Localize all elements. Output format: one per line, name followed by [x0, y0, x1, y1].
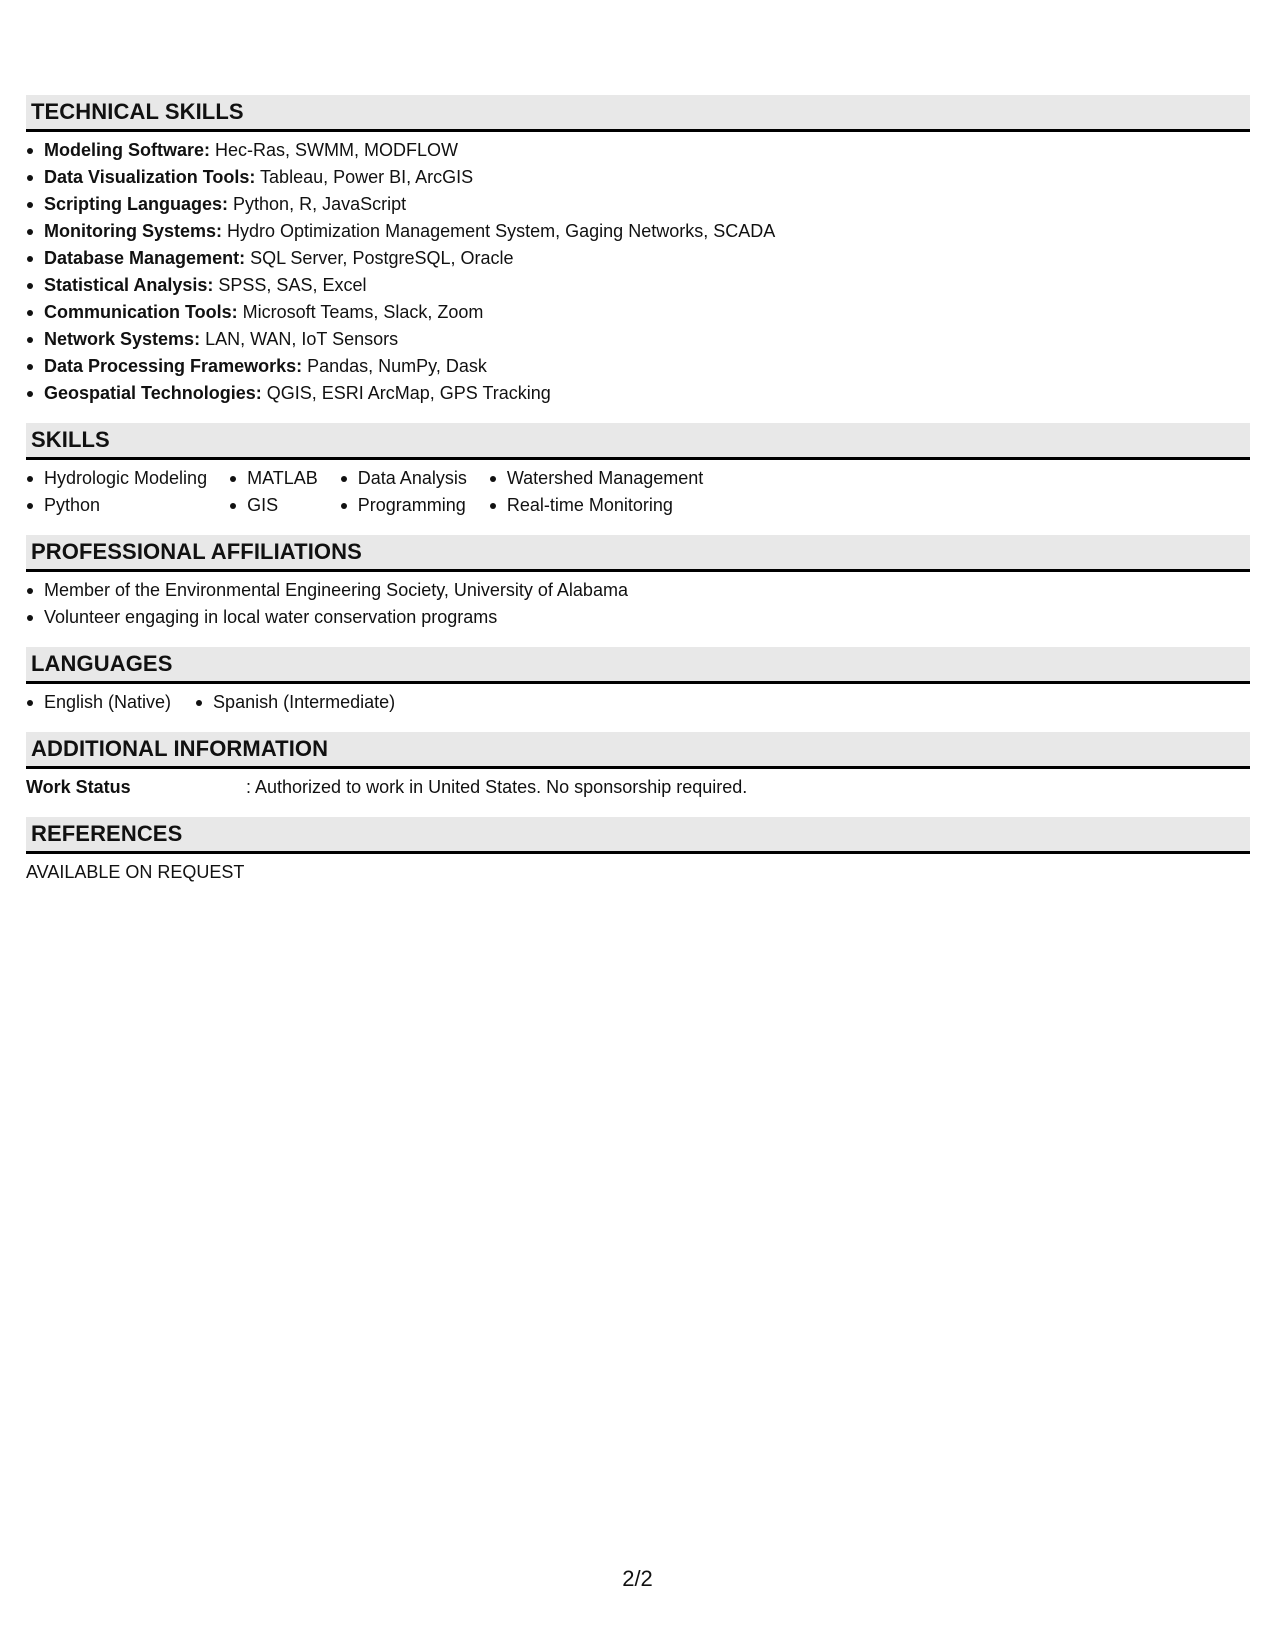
skill-values: Pandas, NumPy, Dask	[302, 356, 487, 376]
section-header	[26, 423, 1250, 460]
affiliations-list	[26, 577, 1250, 631]
section-header	[26, 95, 1250, 132]
skill-category: Geospatial Technologies:	[44, 383, 262, 403]
skill-item: Programming	[340, 492, 467, 519]
list-item: Member of the Environmental Engineering Society, University of Alabama	[26, 577, 1250, 604]
skill-category: Communication Tools:	[44, 302, 238, 322]
affiliations-section	[26, 535, 1250, 631]
skills-column	[26, 465, 207, 519]
skill-values: Python, R, JavaScript	[228, 194, 407, 214]
list-item	[26, 326, 1250, 353]
list-item	[26, 191, 1250, 218]
skill-item: GIS	[229, 492, 318, 519]
list-item	[26, 272, 1250, 299]
skill-values: SQL Server, PostgreSQL, Oracle	[245, 248, 514, 268]
list-item: Volunteer engaging in local water conservation programs	[26, 604, 1250, 631]
section-title: TECHNICAL SKILLS	[31, 99, 244, 124]
list-item	[26, 380, 1250, 407]
skills-section	[26, 423, 1250, 519]
technical-skills-section	[26, 95, 1250, 407]
languages-list	[26, 689, 1250, 716]
skill-values: LAN, WAN, IoT Sensors	[200, 329, 399, 349]
section-header	[26, 647, 1250, 684]
skill-values: Microsoft Teams, Slack, Zoom	[237, 302, 484, 322]
skill-values: SPSS, SAS, Excel	[213, 275, 367, 295]
skill-values: Hydro Optimization Management System, Gaging Networks, SCADA	[222, 221, 776, 241]
skill-category: Network Systems:	[44, 329, 201, 349]
languages-section	[26, 647, 1250, 716]
skill-item: Watershed Management	[489, 465, 703, 492]
references-text: AVAILABLE ON REQUEST	[26, 862, 245, 882]
language-item: English (Native)	[26, 689, 171, 716]
work-status-value: : Authorized to work in United States. No sponsorship required.	[246, 777, 748, 797]
work-status-row	[26, 774, 1250, 801]
additional-info-section	[26, 732, 1250, 801]
skill-category: Database Management:	[44, 248, 246, 268]
section-header	[26, 732, 1250, 769]
skill-category: Modeling Software:	[44, 140, 210, 160]
skill-item: Python	[26, 492, 207, 519]
list-item	[26, 218, 1250, 245]
skill-item: Data Analysis	[340, 465, 467, 492]
skills-column	[489, 465, 703, 519]
section-title: PROFESSIONAL AFFILIATIONS	[31, 539, 362, 564]
skill-category: Data Processing Frameworks:	[44, 356, 303, 376]
resume-page	[26, 95, 1250, 902]
skill-category: Scripting Languages:	[44, 194, 229, 214]
section-title: REFERENCES	[31, 821, 183, 846]
skills-column	[229, 465, 318, 519]
skill-item: MATLAB	[229, 465, 318, 492]
skills-column	[340, 465, 467, 519]
section-title: LANGUAGES	[31, 651, 173, 676]
references-section	[26, 817, 1250, 886]
technical-skills-list	[26, 137, 1250, 407]
list-item	[26, 299, 1250, 326]
section-title: ADDITIONAL INFORMATION	[31, 736, 329, 761]
work-status-label: Work Status	[26, 777, 131, 797]
skill-category: Statistical Analysis:	[44, 275, 214, 295]
list-item	[26, 245, 1250, 272]
skill-category: Data Visualization Tools:	[44, 167, 256, 187]
skill-category: Monitoring Systems:	[44, 221, 223, 241]
section-header	[26, 817, 1250, 854]
page-number: 2/2	[622, 1566, 653, 1591]
skill-values: Hec-Ras, SWMM, MODFLOW	[210, 140, 458, 160]
list-item	[26, 353, 1250, 380]
skill-values: QGIS, ESRI ArcMap, GPS Tracking	[261, 383, 551, 403]
skill-item: Real-time Monitoring	[489, 492, 703, 519]
language-item: Spanish (Intermediate)	[195, 689, 395, 716]
skill-item: Hydrologic Modeling	[26, 465, 207, 492]
list-item	[26, 164, 1250, 191]
skills-grid	[26, 465, 1250, 519]
skill-values: Tableau, Power BI, ArcGIS	[255, 167, 474, 187]
list-item	[26, 137, 1250, 164]
section-header	[26, 535, 1250, 572]
section-title: SKILLS	[31, 427, 110, 452]
